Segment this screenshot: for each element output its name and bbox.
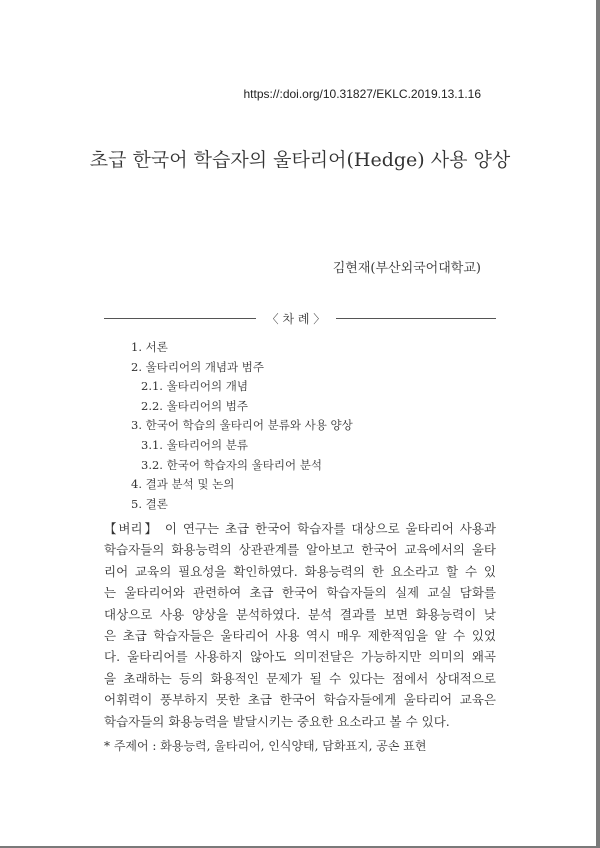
- toc-item: 5. 결론: [131, 496, 168, 511]
- keywords: * 주제어 : 화용능력, 울타리어, 인식양태, 담화표지, 공손 표현: [104, 739, 427, 753]
- abstract-line: 은 초급 학습자들은 울타리어 사용 역시 매우 제한적임을 알 수 있었: [104, 628, 496, 644]
- page-edge-right: [596, 0, 600, 848]
- doi-link[interactable]: https://:doi.org/10.31827/EKLC.2019.13.1.16: [243, 87, 481, 101]
- toc-item: 1. 서론: [131, 340, 168, 354]
- abstract-line: 어휘력이 풍부하지 못한 초급 한국어 학습자들에게 울타리어 교육은: [104, 692, 496, 708]
- toc-heading: [104, 310, 496, 326]
- table-of-contents: [131, 338, 353, 514]
- toc-item: 2. 울타리어의 개념과 범주: [131, 359, 265, 374]
- toc-item: 3. 한국어 학습의 울타리어 분류와 사용 양상: [131, 418, 353, 433]
- toc-rule-left: [104, 318, 256, 319]
- toc-rule-right: [336, 318, 496, 319]
- abstract-line: 을 초래하는 등의 화용적인 문제가 될 수 있다는 점에서 상대적으로: [104, 670, 496, 686]
- abstract-line: 대상으로 사용 양상을 분석하였다. 분석 결과를 보면 화용능력이 낮: [104, 606, 496, 622]
- author-affiliation: 김현재(부산외국어대학교): [332, 261, 481, 276]
- toc-item: 3.1. 울타리어의 분류: [141, 437, 249, 452]
- abstract-line: 다. 울타리어를 사용하지 않아도 의미전달은 가능하지만 의미의 왜곡: [104, 649, 496, 665]
- abstract-line: 【벼리】 이 연구는 초급 한국어 학습자를 대상으로 울타리어 사용과: [104, 521, 496, 536]
- abstract-line: 학습자들의 화용능력을 발달시키는 중요한 요소라고 볼 수 있다.: [104, 713, 450, 729]
- abstract-line: 리어 교육의 필요성을 확인하였다. 화용능력의 한 요소라고 할 수 있: [104, 563, 496, 579]
- paper-title: 초급 한국어 학습자의 울타리어(Hedge) 사용 양상: [89, 149, 511, 171]
- abstract-line: 학습자들의 화용능력의 상관관계를 알아보고 한국어 교육에서의 울타: [104, 542, 496, 558]
- abstract: [104, 518, 496, 732]
- toc-item: 2.1. 울타리어의 개념: [141, 379, 249, 394]
- toc-item: 3.2. 한국어 학습자의 울타리어 분석: [141, 457, 322, 472]
- toc-heading-label: 〈 차 례 〉: [266, 312, 326, 326]
- abstract-line: 는 울타리어와 관련하여 초급 한국어 학습자들의 실제 교실 담화를: [104, 585, 496, 601]
- toc-item: 2.2. 울타리어의 범주: [141, 398, 249, 413]
- toc-item: 4. 결과 분석 및 논의: [131, 477, 235, 492]
